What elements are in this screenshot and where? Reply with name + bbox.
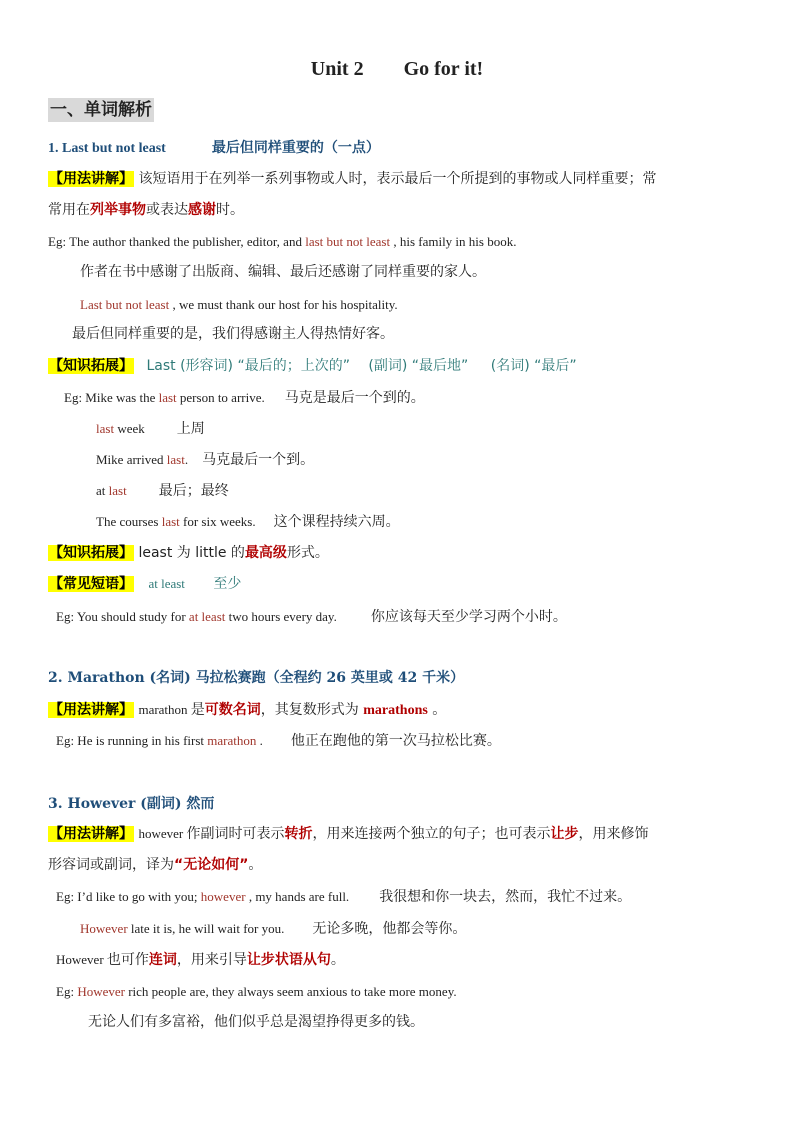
word1-phrase4: The courses last for six weeks. 这个课程持续六周。 — [96, 514, 400, 530]
word1-example1: Eg: The author thanked the publisher, editor, and last but not least , his family in his book. — [48, 234, 517, 249]
word3-example2: However late it is, he will wait for you. 无论多晚，他都会等你。 — [80, 921, 467, 937]
word2-usage: 【用法讲解】 marathon 是可数名词，其复数形式为 marathons 。 — [49, 702, 447, 718]
word1-example3: Eg: Mike was the last person to arrive. 马克是最后一个到的。 — [64, 390, 425, 406]
word1-example2: Last but not least , we must thank our host for his hospitality. — [80, 297, 398, 312]
usage-tag: 【用法讲解】 — [49, 702, 133, 718]
unit-name: Go for it! — [403, 58, 484, 80]
page-title — [0, 58, 794, 81]
word1-example2-zh: 最后但同样重要的是，我们得感谢主人得热情好客。 — [72, 326, 394, 342]
word1-usage-line1: 【用法讲解】 该短语用于在列举一系列事物或人时，表示最后一个所提到的事物或人同样重要；常 — [49, 171, 657, 187]
word2-example: Eg: He is running in his first marathon . 他正在跑他的第一次马拉松比赛。 — [56, 733, 501, 749]
word3-conjunction: However 也可作连词，用来引导让步状语从句。 — [56, 952, 345, 968]
word3-usage-line2: 形容词或副词，译为“无论如何”。 — [48, 857, 263, 873]
word3-example3: Eg: However rich people are, they always seem anxious to take more money. — [56, 984, 457, 999]
word3-usage-line1: 【用法讲解】 however 作副词时可表示转折，用来连接两个独立的句子；也可表示让步，用来修饰 — [49, 826, 649, 842]
word1-heading: 1. Last but not least 最后但同样重要的（一点） — [48, 140, 380, 156]
word1-phrase2: Mike arrived last. 马克最后一个到。 — [96, 452, 315, 468]
common-phrase-tag: 【常见短语】 — [49, 576, 133, 592]
word1-phrase3: at last 最后；最终 — [96, 483, 229, 499]
usage-tag: 【用法讲解】 — [49, 171, 133, 187]
word3-example1: Eg: I’d like to go with you; however , my hands are full. 我很想和你一块去，然而，我忙不过来。 — [56, 889, 632, 905]
word1-usage-line2: 常用在列举事物或表达感谢时。 — [48, 202, 244, 218]
word1-example4: Eg: You should study for at least two hours every day. 你应该每天至少学习两个小时。 — [56, 609, 567, 625]
word1-extension: 【知识拓展】 Last (形容词) “最后的；上次的” (副词) “最后地” (名词) “最后” — [49, 358, 577, 374]
word3-example3-zh: 无论人们有多富裕，他们似乎总是渴望挣得更多的钱。 — [88, 1014, 424, 1030]
usage-tag: 【用法讲解】 — [49, 826, 133, 842]
extension-tag: 【知识拓展】 — [49, 358, 133, 374]
word1-phrase1: last week 上周 — [96, 421, 205, 437]
word1-extension2: 【知识拓展】 least 为 little 的最高级形式。 — [49, 545, 329, 561]
word3-heading: 3. However (副词) 然而 — [48, 796, 215, 812]
word1-common-phrase: 【常见短语】 at least 至少 — [49, 576, 242, 592]
extension-tag: 【知识拓展】 — [49, 545, 133, 561]
unit-number: Unit 2 — [310, 58, 364, 80]
word1-example1-zh: 作者在书中感谢了出版商、编辑、最后还感谢了同样重要的家人。 — [80, 264, 486, 280]
section-heading: 一、单词解析 — [50, 100, 152, 120]
word2-heading: 2. Marathon (名词) 马拉松赛跑（全程约 26 英里或 42 千米） — [48, 670, 465, 686]
